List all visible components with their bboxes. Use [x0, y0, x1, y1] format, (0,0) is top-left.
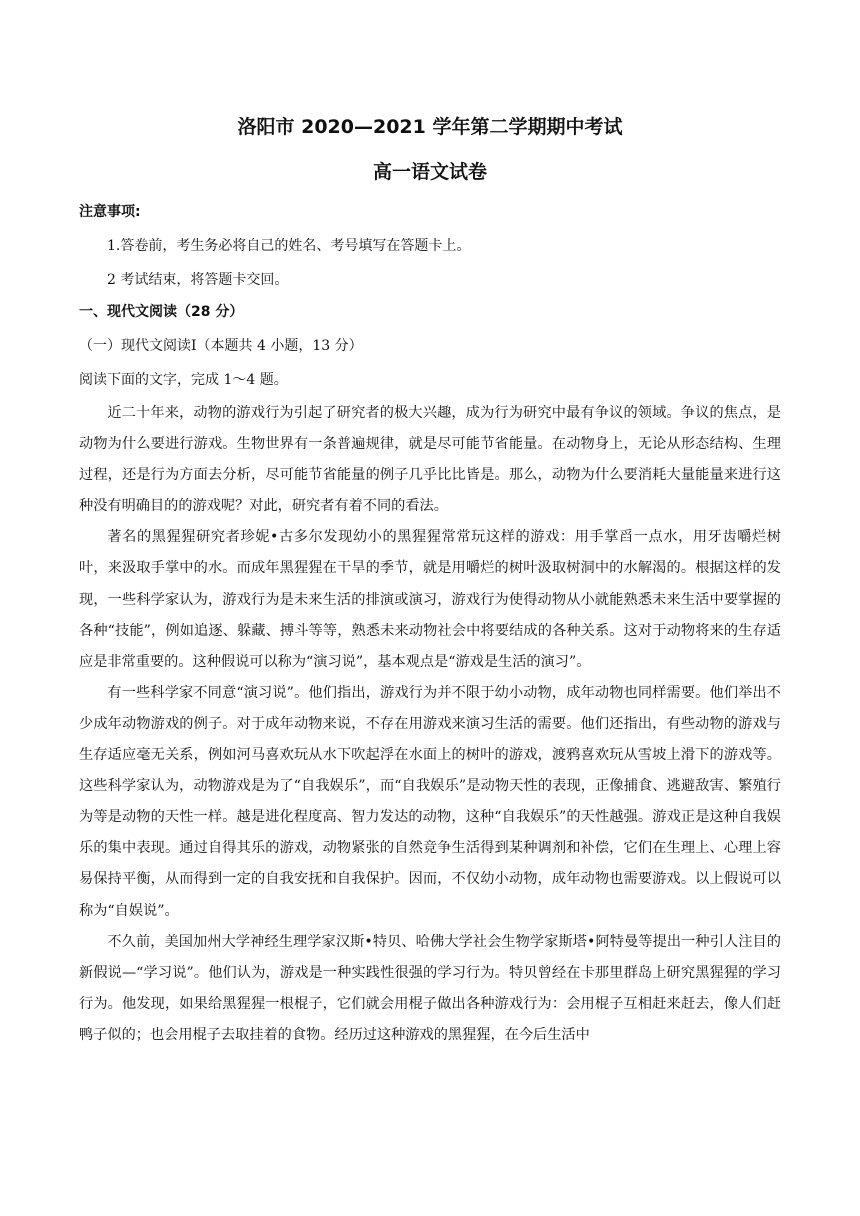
section-heading: 一、现代文阅读（28 分）: [79, 304, 244, 320]
reading-passage: [79, 398, 781, 1051]
reading-instruction: 阅读下面的文字，完成 1～4 题。: [79, 372, 288, 388]
section-subheading: （一）现代文阅读Ⅰ（本题共 4 小题，13 分）: [79, 338, 363, 354]
notice-item-2: 2 考试结束，将答题卡交回。: [107, 272, 289, 288]
notice-heading: 注意事项:: [79, 204, 141, 220]
notice-item-1: 1.答卷前，考生务必将自己的姓名、考号填写在答题卡上。: [107, 238, 471, 254]
exam-subtitle: 高一语文试卷: [372, 161, 487, 183]
passage-paragraph-2: 著名的黑猩猩研究者珍妮•古多尔发现幼小的黑猩猩常常玩这样的游戏：用手掌舀一点水，用牙齿嚼烂树叶，来汲取手掌中的水。而成年黑猩猩在干旱的季节，就是用嚼烂的树叶汲取树洞中的水解渴的。根据这样的发现，一些科学家认为，游戏行为是未来生活的排演或演习，游戏行为使得动物从小就能熟悉未来生活中要掌握的各种“技能”，例如追逐、躲藏、搏斗等等，熟悉未来动物社会中将要结成的各种关系。这对于动物将来的生存适应是非常重要的。这种假说可以称为“演习说”，基本观点是“游戏是生活的演习”。: [79, 529, 781, 670]
passage-paragraph-1: 近二十年来，动物的游戏行为引起了研究者的极大兴趣，成为行为研究中最有争议的领域。争议的焦点，是动物为什么要进行游戏。生物世界有一条普遍规律，就是尽可能节省能量。在动物身上，无论从形态结构、生理过程，还是行为方面去分析，尽可能节省能量的例子几乎比比皆是。那么，动物为什么要消耗大量能量来进行这种没有明确目的的游戏呢？对此，研究者有着不同的看法。: [79, 405, 781, 515]
passage-paragraph-3: 有一些科学家不同意“演习说”。他们指出，游戏行为并不限于幼小动物，成年动物也同样需要。他们举出不少成年动物游戏的例子。对于成年动物来说，不存在用游戏来演习生活的需要。他们还指出，有些动物的游戏与生存适应毫无关系，例如河马喜欢玩从水下吹起浮在水面上的树叶的游戏，渡鸦喜欢玩从雪坡上滑下的游戏等。这些科学家认为，动物游戏是为了“自我娱乐”，而“自我娱乐”是动物天性的表现，正像捕食、逃避敌害、繁殖行为等是动物的天性一样。越是进化程度高、智力发达的动物，这种“自我娱乐”的天性越强。游戏正是这种自我娱乐的集中表现。通过自得其乐的游戏，动物紧张的自然竞争生活得到某种调剂和补偿，它们在生理上、心理上容易保持平衡，从而得到一定的自我安抚和自我保护。因而，不仅幼小动物，成年动物也需要游戏。以上假说可以称为“自娱说”。: [79, 684, 781, 919]
exam-title: 洛阳市 2020—2021 学年第二学期期中考试: [237, 116, 623, 138]
passage-paragraph-4: 不久前，美国加州大学神经生理学家汉斯•特贝、哈佛大学社会生物学家斯塔•阿特曼等提出一种引人注目的新假说—“学习说”。他们认为，游戏是一种实践性很强的学习行为。特贝曾经在卡那里群岛上研究黑猩猩的学习行为。他发现，如果给黑猩猩一根棍子，它们就会用棍子做出各种游戏行为：会用棍子互相赶来赶去，像人们赶鸭子似的；也会用棍子去取挂着的食物。经历过这种游戏的黑猩猩，在今后生活中: [79, 933, 781, 1043]
